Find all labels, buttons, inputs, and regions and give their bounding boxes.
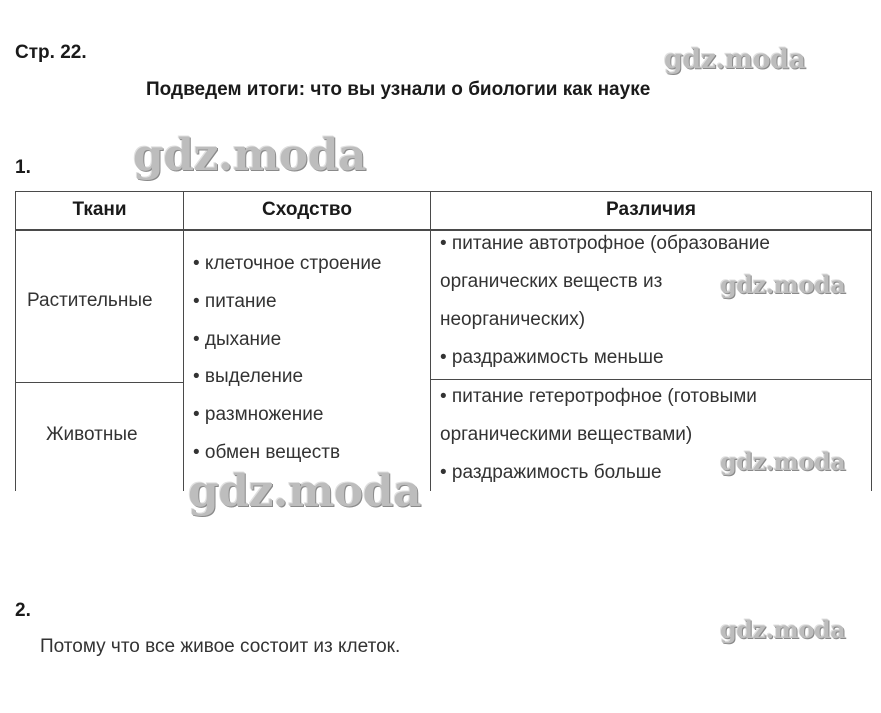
- differences-animal: [440, 378, 757, 492]
- list-item: • дыхание: [193, 328, 282, 350]
- list-item: • обмен веществ: [193, 441, 341, 463]
- list-item: органическими веществами): [440, 424, 693, 445]
- col-divider-2: [430, 191, 431, 491]
- list-item: органических веществ из: [440, 271, 663, 292]
- watermark: gdz.moda: [188, 466, 422, 517]
- watermark: gdz.moda: [664, 44, 806, 75]
- table-border-right: [871, 191, 872, 491]
- col-divider-1: [183, 191, 184, 491]
- header-similarities: Сходство: [262, 199, 352, 220]
- list-item: • раздражимость меньше: [440, 347, 664, 368]
- similarities-list: [193, 245, 382, 472]
- list-item: • питание гетеротрофное (готовыми: [440, 386, 757, 407]
- list-item: • выделение: [193, 366, 304, 388]
- task-2-answer: Потому что все живое состоит из клеток.: [40, 636, 401, 657]
- task-2-number: 2.: [15, 600, 31, 621]
- row-name-animal: Животные: [46, 424, 138, 445]
- header-tissues: Ткани: [72, 199, 127, 220]
- watermark: gdz.moda: [720, 270, 846, 299]
- header-differences: Различия: [606, 199, 696, 220]
- list-item: неорганических): [440, 309, 586, 330]
- watermark: gdz.moda: [720, 615, 846, 644]
- row-name-plant: Растительные: [27, 290, 153, 311]
- list-item: • питание: [193, 290, 277, 312]
- table-border-left: [15, 191, 16, 491]
- differences-plant: [440, 225, 770, 377]
- task-1-number: 1.: [15, 157, 31, 178]
- list-item: • клеточное строение: [193, 253, 382, 274]
- list-item: • питание автотрофное (образование: [440, 233, 770, 254]
- list-item: • размножение: [193, 404, 324, 426]
- watermark: gdz.moda: [720, 447, 846, 476]
- row-divider-col1: [15, 382, 183, 383]
- page-heading: Подведем итоги: что вы узнали о биологии как науке: [146, 79, 651, 100]
- list-item: • раздражимость больше: [440, 462, 662, 483]
- page-label: Стр. 22.: [15, 42, 87, 63]
- watermark: gdz.moda: [133, 130, 367, 181]
